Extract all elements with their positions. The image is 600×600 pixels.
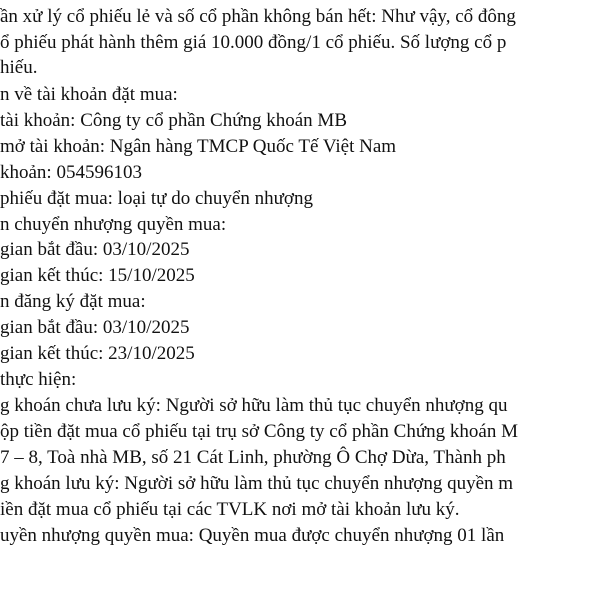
text-line: g khoán lưu ký: Người sở hữu làm thủ tục chuyển nhượng quyền m xyxy=(0,473,514,494)
text-line: n chuyển nhượng quyền mua: xyxy=(0,214,227,235)
text-line: tài khoản: Công ty cổ phần Chứng khoán MB xyxy=(0,110,347,131)
text-line: gian bắt đầu: 03/10/2025 xyxy=(0,317,190,338)
text-line: ần xử lý cổ phiếu lẻ và số cổ phần không bán hết: Như vậy, cổ đông xyxy=(0,6,516,27)
text-line: ộp tiền đặt mua cổ phiếu tại trụ sở Công ty cổ phần Chứng khoán M xyxy=(0,421,518,442)
text-line: mở tài khoản: Ngân hàng TMCP Quốc Tế Việt Nam xyxy=(0,136,397,157)
text-line: phiếu đặt mua: loại tự do chuyển nhượng xyxy=(0,188,313,209)
text-line: hiếu. xyxy=(0,57,38,78)
text-line: khoản: 054596103 xyxy=(0,162,142,183)
text-line: thực hiện: xyxy=(0,369,77,390)
text-line: uyền nhượng quyền mua: Quyền mua được chuyển nhượng 01 lần xyxy=(0,525,505,546)
text-line: g khoán chưa lưu ký: Người sở hữu làm thủ tục chuyển nhượng qu xyxy=(0,395,508,416)
text-line: iền đặt mua cổ phiếu tại các TVLK nơi mở tài khoản lưu ký. xyxy=(0,499,460,520)
text-line: ổ phiếu phát hành thêm giá 10.000 đồng/1 cổ phiếu. Số lượng cổ p xyxy=(0,32,507,53)
text-line: gian kết thúc: 23/10/2025 xyxy=(0,343,195,364)
text-line: gian kết thúc: 15/10/2025 xyxy=(0,265,195,286)
text-line: gian bắt đầu: 03/10/2025 xyxy=(0,239,190,260)
text-line: n đăng ký đặt mua: xyxy=(0,291,146,312)
text-line: 7 – 8, Toà nhà MB, số 21 Cát Linh, phường Ô Chợ Dừa, Thành ph xyxy=(0,447,506,468)
text-line: n về tài khoản đặt mua: xyxy=(0,84,178,105)
